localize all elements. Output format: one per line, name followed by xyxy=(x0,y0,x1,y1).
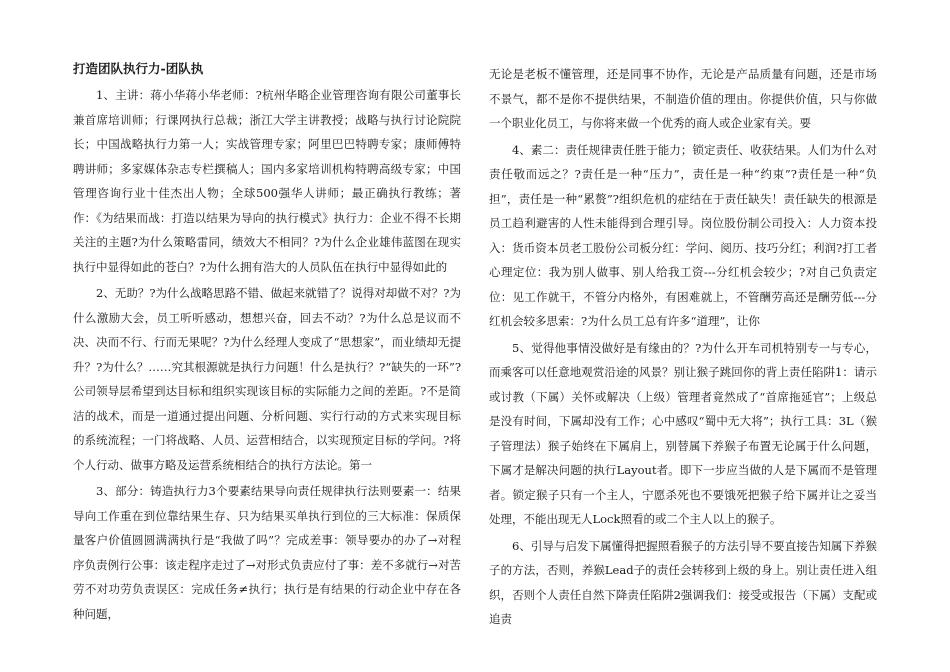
paragraph: 3、部分：铸造执行力3个要素结果导向责任规律执行法则要素一：结果导向工作重在到位靠结果生存、只为结果买单执行到位的三大标准：保质保量客户价值圆圆满满执行是“我做了吗”？完成差事：领导要办的办了→对程序负责例行公事：该走程序走过了→对形式负责应付了事：差不多就行→对苦劳不对功劳负责误区：完成任务≠执行；执行是有结果的行动企业中存在各种问题， xyxy=(73,484,461,621)
paragraph: 1、主讲：蒋小华蒋小华老师：?杭州华略企业管理咨询有限公司董事长兼首席培训师；行课网执行总裁；浙江大学主讲教授；战略与执行讨论院院长；中国战略执行力第一人；实战管理专家；阿里巴巴特聘专家；康师傅特聘讲师；多家媒体杂志专栏撰稿人；国内多家培训机构特聘高级专家；中国管理咨询行业十佳杰出人物；全球500强华人讲师；最正确执行教练；著作：《为结果而战：打造以结果为导向的执行模式》执行力：企业不得不长期关注的主题?为什么策略雷同，绩效大不相同？?为什么企业雄伟蓝图在现实执行中显得如此的苍白？?为什么拥有浩大的人员队伍在执行中显得如此的 xyxy=(73,88,461,274)
paragraph: 2、无助？?为什么战略思路不错、做起来就错了？说得对却做不对？?为什么激励大会，员工听听感动，想想兴奋，回去不动？?为什么总是议而不决、决而不行、行而无果呢？?为什么经理人变成了“思想家”，而业绩却无提升？?为什么？……究其根源就是执行力问题！什么是执行？?“缺失的一环”?公司领导层希望到达目标和组织实现该目标的实际能力之间的差距。?不是简洁的战术，而是一道通过提出问题、分析问题、实行行动的方式来实现目标的系统流程；一门将战略、人员、运营相结合，以实现预定目标的学问。?将个人行动、做事方略及运营系统相结合的执行方法论。第一 xyxy=(73,286,461,472)
document-title: 打造团队执行力-团队执 xyxy=(73,61,204,76)
paragraph: 4、素二：责任规律责任胜于能力；锁定责任、收获结果。人们为什么对责任敬而远之？?责任是一种“压力”，责任是一种“约束”?责任是一种“负担”，责任是一种“累赘”?组织危机的症结在于责任缺失！责任缺失的根源是员工趋利避害的人性未能得到合理引导。岗位股份制公司投入：人力资本投入：货币资本员老工股份公司板分红：学问、阅历、技巧分红；利润?打工者心理定位：我为别人做事、别人给我工资---分红机会较少；?对自己负责定位：见工作就干，不管分内格外，有困难就上，不管酬劳高还是酬劳低---分红机会较多思索：?为什么员工总有许多“道理”，让你 xyxy=(489,142,877,328)
paragraph: 无论是老板不懂管理，还是同事不协作，无论是产品质量有问题，还是市场不景气，都不是你不提供结果，不制造价值的理由。你提供价值，只与你做一个职业化员工，与你将来做一个优秀的商人或企业家有关。要 xyxy=(489,67,877,130)
paragraph: 6、引导与启发下属懂得把握照看猴子的方法引导不要直接告知属下养猴子的方法，否则，养猴Lead子的责任会转移到上级的身上。别让责任进入组织，否则个人责任自然下降责任陷阱2强调我们：接受或报告（下属）支配或追责 xyxy=(489,538,877,626)
paragraph: 5、觉得他事情没做好是有缘由的？?为什么开车司机特别专一与专心，而乘客可以任意地观赏沿途的风景？别让猴子跳回你的背上责任陷阱1：请示或讨教（下属）关怀或解决（上级）管理者竟然成了“首席拖延官”；上级总是没有时间，下属却没有工作；心中感叹“蜀中无大将”；执行工具：3L（猴子管理法）猴子始终在下属肩上，别替属下养猴子布置无论属于什么问题，下属才是解决问题的执行Layout者。即下一步应当做的人是下属而不是管理者。锁定猴子只有一个主人，宁愿杀死也不要饿死把猴子给下属并让之妥当处理，不能出现无人Lock照看的或二个主人以上的猴子。 xyxy=(489,340,877,526)
left-column xyxy=(73,58,461,628)
right-column xyxy=(489,62,877,634)
